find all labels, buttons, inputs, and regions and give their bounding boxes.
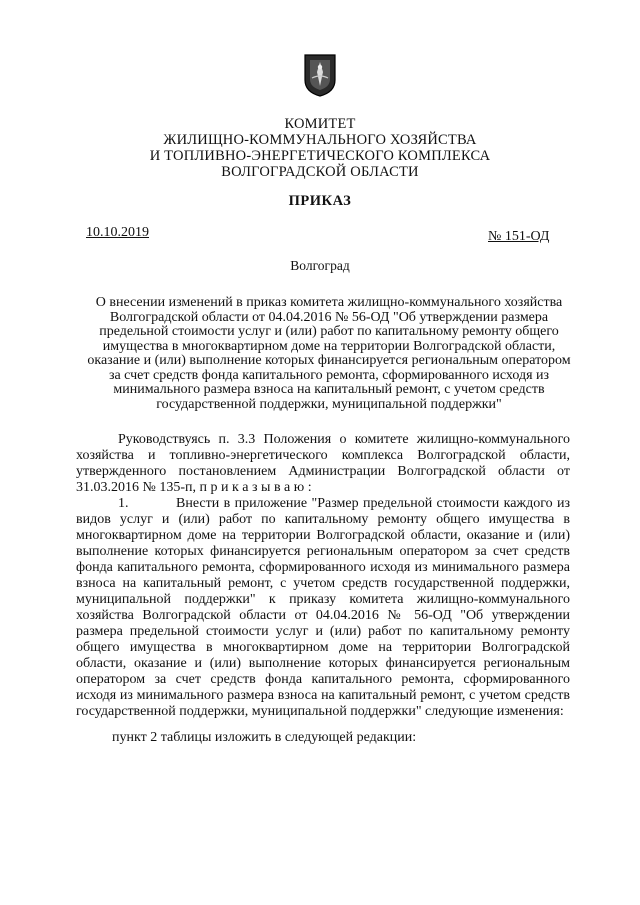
item-1-number: 1.: [118, 496, 129, 511]
header-line-2: ЖИЛИЩНО-КОММУНАЛЬНОГО ХОЗЯЙСТВА: [163, 132, 477, 148]
order-title: ПРИКАЗ: [288, 193, 352, 209]
item-1-paragraph: [76, 496, 570, 720]
order-date: 10.10.2019: [86, 225, 149, 240]
header-line-3: И ТОПЛИВНО-ЭНЕРГЕТИЧЕСКОГО КОМПЛЕКСА: [149, 148, 491, 164]
city: Волгоград: [290, 258, 350, 273]
header-line-1: КОМИТЕТ: [284, 116, 356, 132]
order-number: № 151-ОД: [488, 229, 550, 244]
committee-header: [0, 116, 640, 180]
order-subject: О внесении изменений в приказ комитета жилищно-коммунального хозяйства Волгоградской области от 04.04.2016 № 56-ОД "Об утверждении размера предельной стоимости услуг и (или) работ по капитальному ремонту общего имущества в многоквартирном доме на территории Волгоградской области, оказание и (или) выполнение которых финансируется региональным оператором за счет средств фонда капитального ремонта, сформированного исходя из минимального размера взноса на капитальный ремонт, с учетом средств государственной поддержки, муниципальной поддержки": [87, 295, 571, 412]
order-body: [76, 432, 570, 746]
item-1-text: Внести в приложение "Размер предельной стоимости каждого из видов услуг и (или) работ по капитальному ремонту общего имущества в многоквартирном доме на территории Волгоградской области, оказание и (или) выполнение которых финансируется региональным оператором за счет средств фонда капитального ремонта, сформированного исходя из минимального размера взноса на капитальный ремонт, с учетом средств государственной поддержки, муниципальной поддержки" к приказу комитета жилищно-коммунального хозяйства Волгоградской области от 04.04.2016 № 56-ОД "Об утверждении размера предельной стоимости услуг и (или) работ по капитальному ремонту общего имущества в многоквартирном доме на территории Волгоградской области, оказание и (или) выполнение которых финансируется региональным оператором за счет средств фонда капитального ремонта, сформированного исходя из минимального размера взноса на капитальный ремонт, с учетом средств государственной поддержки, муниципальной поддержки" следующие изменения:: [76, 496, 570, 719]
header-line-4: ВОЛГОГРАДСКОЙ ОБЛАСТИ: [221, 164, 419, 180]
preamble-paragraph: Руководствуясь п. 3.3 Положения о комитете жилищно-коммунального хозяйства и топливно-энергетического комплекса Волгоградской области, утвержденного постановлением Администрации Волгоградской области от 31.03.2016 № 135-п, п р и к а з ы в а ю :: [76, 432, 570, 495]
item-1-subparagraph: пункт 2 таблицы изложить в следующей редакции:: [112, 730, 417, 745]
coat-of-arms-icon: [302, 52, 338, 98]
